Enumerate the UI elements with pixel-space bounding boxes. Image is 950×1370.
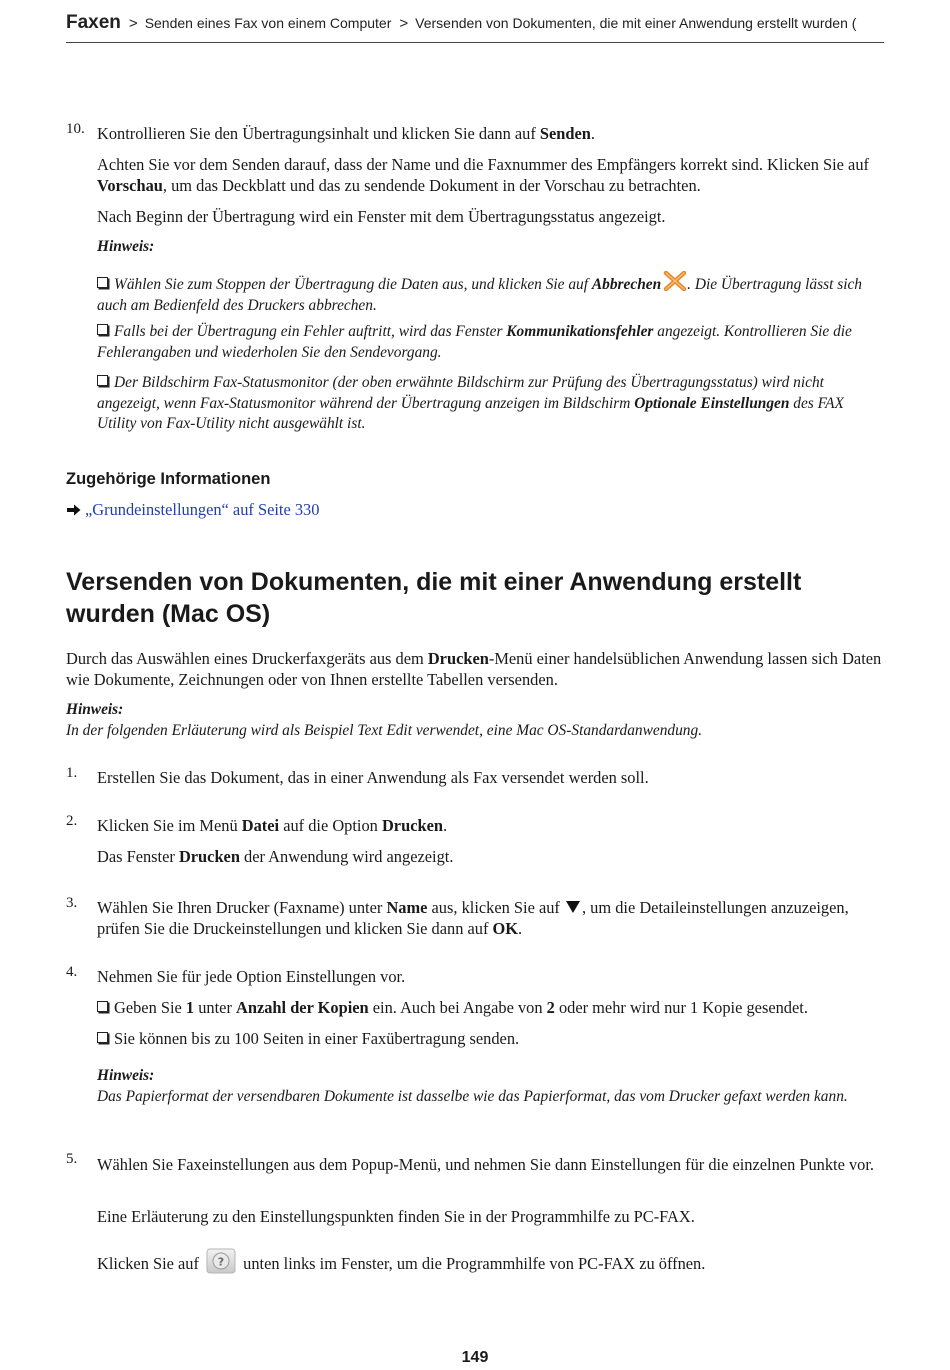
step-number: 5.	[66, 1151, 78, 1167]
note-text: In der folgenden Erläuterung wird als Beispiel Text Edit verwendet, eine Mac OS-Standardanwendung.	[66, 722, 703, 739]
step-text: Kontrollieren Sie den Übertragungsinhalt und klicken Sie dann auf Senden.	[97, 124, 596, 143]
header-title: Faxen	[66, 12, 121, 33]
checkbox-bullet-icon	[97, 277, 108, 288]
svg-text:?: ?	[217, 1255, 225, 1269]
checkbox-bullet-icon	[97, 1001, 108, 1012]
arrow-right-icon	[66, 501, 81, 513]
note-bullet: Wählen Sie zum Stoppen der Übertragung die Daten aus, und klicken Sie auf Abbrechen . Die Übertragung lässt sich auch am Bedienfeld des Druckers abbrechen.	[97, 271, 887, 316]
step-text: Klicken Sie im Menü Datei auf die Option Drucken.	[97, 816, 448, 835]
help-question-icon	[206, 1248, 236, 1274]
step-paragraph: Achten Sie vor dem Senden darauf, dass der Name und die Faxnummer des Empfängers korrekt sind. Klicken Sie auf Vorschau, um das Deckblatt und das zu sendende Dokument in der Vorschau zu betrachten.	[97, 155, 869, 195]
step-text: Erstellen Sie das Dokument, das in einer Anwendung als Fax versendet werden soll.	[97, 768, 649, 787]
breadcrumb-item-1: Senden eines Fax von einem Computer	[144, 15, 392, 31]
section-intro: Durch das Auswählen eines Druckerfaxgeräts aus dem Drucken-Menü einer handelsüblichen Anwendung lassen sich Daten wie Dokumente, Zeichnungen oder von Ihnen erstellte Tabellen versenden.	[66, 649, 882, 689]
page-number: 149	[461, 1349, 489, 1366]
note-text: Das Papierformat der versendbaren Dokumente ist dasselbe wie das Papierformat, das vom Drucker gefaxt werden kann.	[97, 1088, 848, 1105]
triangle-down-icon	[565, 898, 581, 912]
step-number: 10.	[66, 121, 85, 137]
note-label: Hinweis:	[66, 701, 124, 718]
checkbox-bullet-icon	[97, 324, 108, 335]
step-text: Wählen Sie Ihren Drucker (Faxname) unter Name aus, klicken Sie auf , um die Detaileinstellungen anzuzeigen, prüfen Sie die Druckeinstellungen und klicken Sie dann auf OK.	[97, 898, 849, 938]
related-info-heading: Zugehörige Informationen	[66, 470, 271, 488]
step-bullet: Geben Sie 1 unter Anzahl der Kopien ein. Auch bei Angabe von 2 oder mehr wird nur 1 Kopie gesendet.	[97, 997, 887, 1018]
section-title: Versenden von Dokumenten, die mit einer Anwendung erstellt wurden (Mac OS)	[66, 568, 802, 628]
note-label: Hinweis:	[97, 238, 155, 255]
breadcrumb-separator: >	[399, 15, 409, 32]
step-paragraph: Nach Beginn der Übertragung wird ein Fenster mit dem Übertragungsstatus angezeigt.	[97, 207, 666, 226]
related-link[interactable]: „Grundeinstellungen“ auf Seite 330	[85, 500, 320, 519]
page-header	[66, 12, 884, 43]
cancel-x-icon	[663, 271, 687, 291]
note-bullet: Falls bei der Übertragung ein Fehler auftritt, wird das Fenster Kommunikationsfehler angezeigt. Kontrollieren Sie die Fehlerangaben und wiederholen Sie den Sendevorgang.	[97, 323, 852, 361]
step-paragraph: Das Fenster Drucken der Anwendung wird angezeigt.	[97, 847, 454, 866]
step-number: 1.	[66, 765, 78, 781]
step-paragraph: Klicken Sie auf ? unten links im Fenster, um die Programmhilfe von PC-FAX zu öffnen.	[97, 1248, 887, 1274]
step-text: Wählen Sie Faxeinstellungen aus dem Popup-Menü, und nehmen Sie dann Einstellungen für die einzelnen Punkte vor.	[97, 1155, 875, 1174]
breadcrumb-separator: >	[128, 15, 138, 32]
note-bullet: Der Bildschirm Fax-Statusmonitor (der oben erwähnte Bildschirm zur Prüfung des Übertragungsstatus) wird nicht angezeigt, wenn Fax-Statusmonitor während der Übertragung anzeigen im Bildschirm Optionale Einstellungen des FAX Utility von Fax-Utility nicht ausgewählt ist.	[97, 374, 844, 432]
step-paragraph: Eine Erläuterung zu den Einstellungspunkten finden Sie in der Programmhilfe zu PC-FAX.	[97, 1207, 695, 1226]
step-number: 4.	[66, 964, 78, 980]
step-text: Nehmen Sie für jede Option Einstellungen vor.	[97, 967, 406, 986]
checkbox-bullet-icon	[97, 1032, 108, 1043]
step-number: 2.	[66, 813, 78, 829]
breadcrumb-item-2: Versenden von Dokumenten, die mit einer Anwendung erstellt wurden (	[415, 15, 857, 31]
related-link-row[interactable]	[66, 500, 319, 520]
step-number: 3.	[66, 895, 78, 911]
checkbox-bullet-icon	[97, 375, 108, 386]
step-bullet: Sie können bis zu 100 Seiten in einer Faxübertragung senden.	[97, 1028, 887, 1049]
note-label: Hinweis:	[97, 1067, 155, 1084]
